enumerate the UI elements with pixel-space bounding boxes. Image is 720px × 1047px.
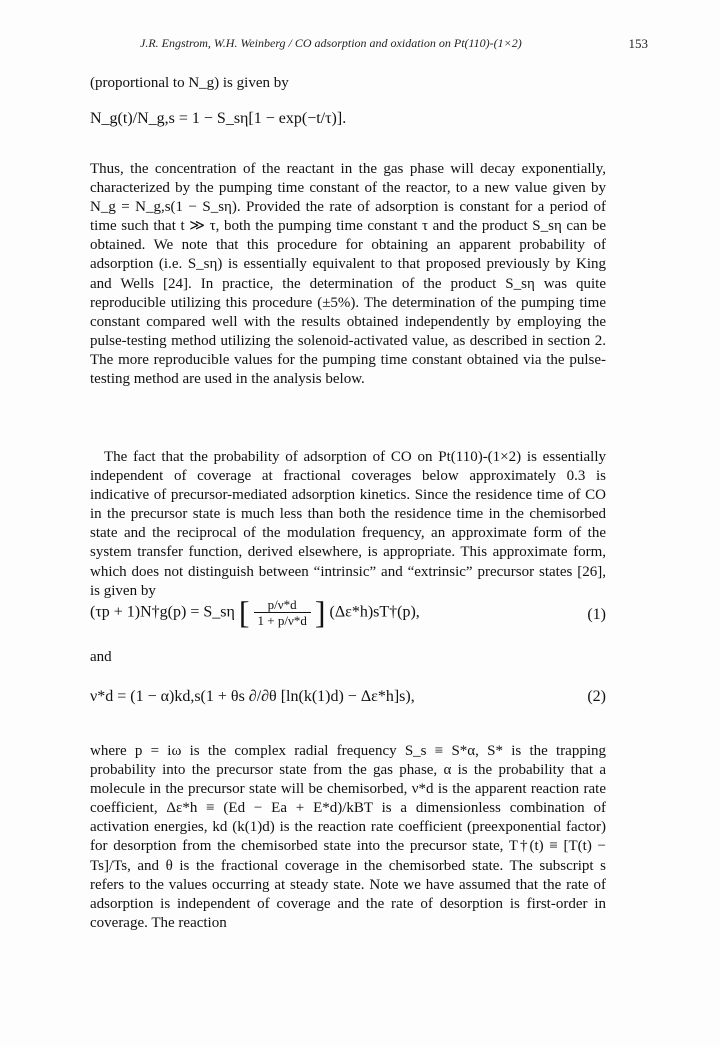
running-header — [140, 36, 648, 51]
equation-1-rhs: (Δε*h)sT†(p), — [329, 603, 420, 621]
equation-2-text: ν*d = (1 − α)kd,s(1 + θs ∂/∂θ [ln(k(1)d) − Δε*h]s), — [90, 688, 415, 705]
equation-1-bracket-open: [ — [238, 594, 250, 630]
running-title: J.R. Engstrom, W.H. Weinberg / CO adsorption and oxidation on Pt(110)-(1×2) — [140, 36, 522, 50]
equation-1-frac-den: 1 + p/ν*d — [257, 613, 307, 628]
paragraph-1-text: Thus, the concentration of the reactant in the gas phase will decay exponentially, characterized by the pumping time constant of the reactor, to a new value given by N_g = N_g,s(1 − S_sη). Provided the rate of adsorption is constant for a period of time such that t ≫ τ, both the pumping time constant τ and the product S_sη can be obtained. We note that this procedure for obtaining an apparent probability of adsorption (i.e. S_sη) is essentially equivalent to that proposed previously by King and Wells [24]. In practice, the determination of the product S_sη was quite reproducible utilizing this procedure (±5%). The determination of the pumping time constant compared well with the results obtained independently by employing the pulse-testing method utilizing the solenoid-activated value, as described in section 2. The more reproducible values for the pumping time constant obtained via the pulse-testing method are used in the analysis below. — [90, 161, 606, 388]
intro-line: (proportional to N_g) is given by — [90, 75, 289, 91]
equation-2-number: (2) — [587, 688, 606, 705]
and-word: and — [90, 649, 112, 665]
paragraph-3-text: where p = iω is the complex radial frequency S_s ≡ S*α, S* is the trapping probability into the precursor state from the gas phase, α is the probability that a molecule in the precursor state will be chemisorbed, ν*d is the apparent reaction rate coefficient, Δε*h ≡ (Ed − Ea + E*d)/kBT is a dimensionless combination of activation energies, kd (k(1)d) is the reaction rate coefficient (preexponential factor) for desorption from the chemisorbed state into the precursor state, T†(t) ≡ [T(t) − Ts]/Ts, and θ is the fractional coverage in the chemisorbed state. The subscript s refers to the values occurring at steady state. Note we have assumed that the rate of adsorption is independent of coverage and the rate of desorption is first-order in coverage. The reaction — [90, 743, 606, 931]
paragraph-2-text: The fact that the probability of adsorption of CO on Pt(110)-(1×2) is essentially independent of coverage at fractional coverages below approximately 0.3 is indicative of precursor-mediated adsorption kinetics. Since the residence time of CO in the precursor state is much less than both the residence time in the chemisorbed state and the reciprocal of the modulation frequency, an approximate form of the system transfer function, derived elsewhere, is appropriate. This approximate form, which does not distinguish between “intrinsic” and “extrinsic” precursor states [26], is given by — [90, 449, 606, 599]
equation-decay: N_g(t)/N_g,s = 1 − S_sη[1 − exp(−t/τ)]. — [90, 110, 347, 127]
equation-1-frac-num: p/ν*d — [254, 597, 311, 613]
equation-1-fraction — [254, 597, 311, 628]
paragraph-3 — [90, 742, 606, 933]
paragraph-1 — [90, 160, 606, 389]
equation-1-lhs: (τp + 1)N†g(p) = S_sη — [90, 603, 235, 621]
page-number: 153 — [628, 36, 648, 51]
equation-1-bracket-close: ] — [314, 594, 326, 630]
paragraph-2 — [90, 448, 606, 601]
equation-1-number: (1) — [587, 606, 606, 623]
equation-1 — [90, 594, 606, 638]
equation-2 — [90, 688, 606, 718]
